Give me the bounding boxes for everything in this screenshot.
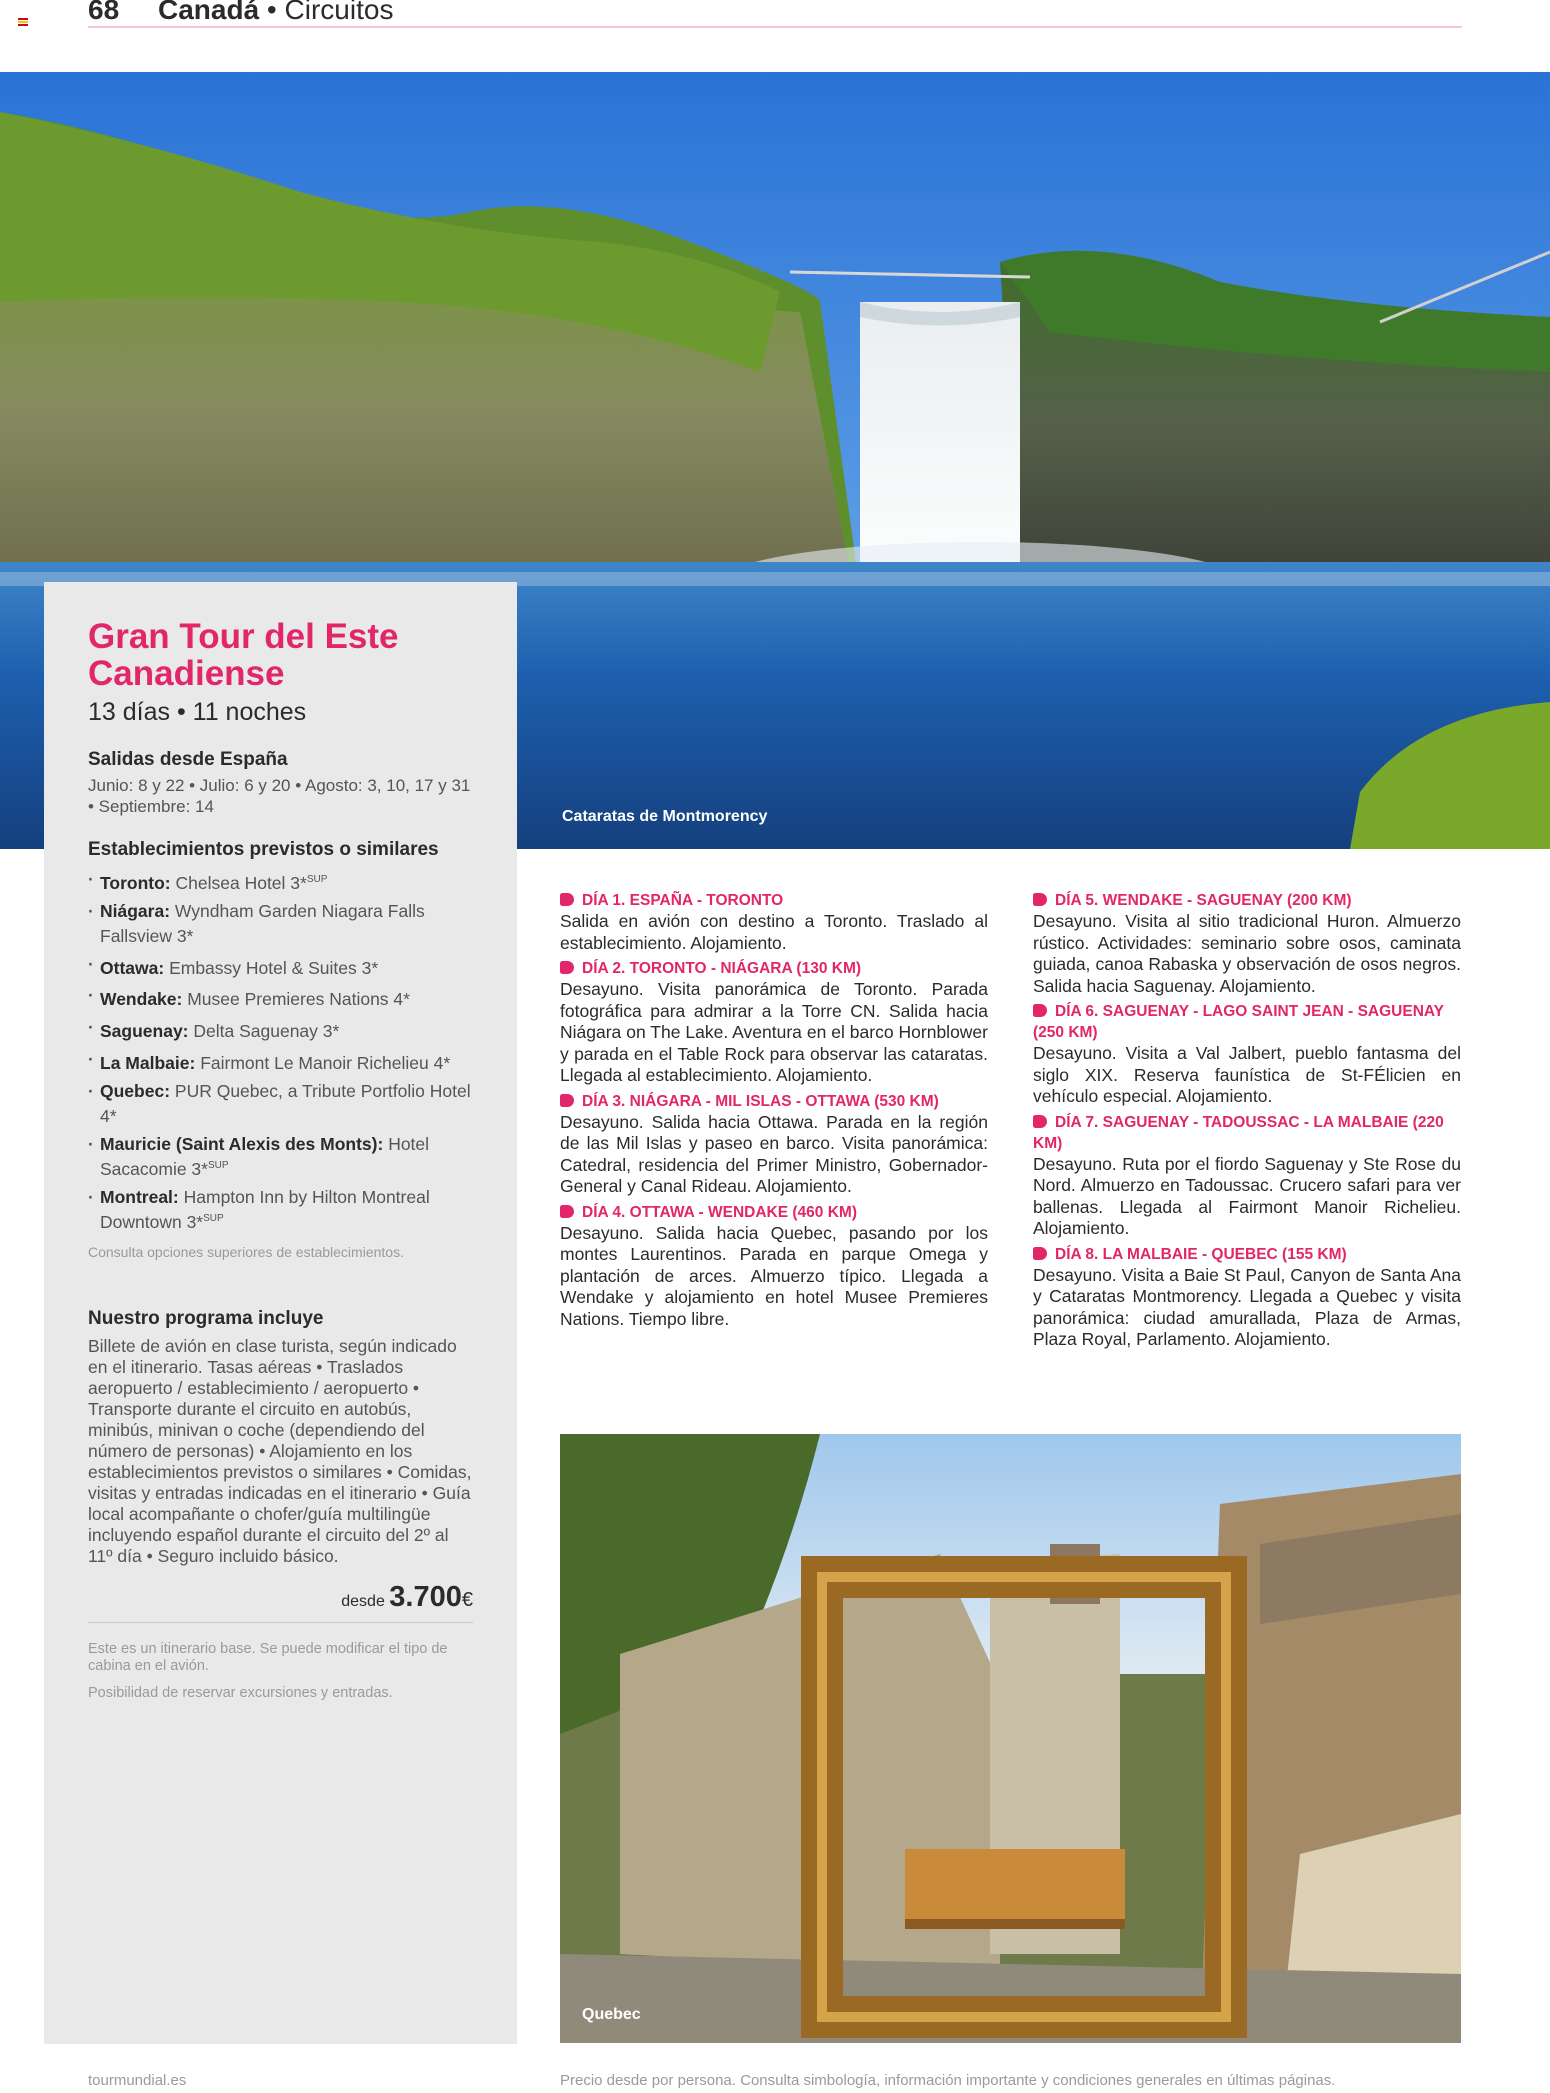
hotel-name: Delta Saguenay 3* [193, 1021, 340, 1042]
day-marker-icon [1033, 893, 1047, 906]
itinerary-note: Este es un itinerario base. Se puede modificar el tipo de cabina en el avión. [88, 1641, 448, 1675]
hotel-city: Montreal: [100, 1186, 179, 1207]
header-section: Circuitos [284, 0, 394, 25]
price-prefix: desde [341, 1593, 385, 1611]
day-heading: DÍA 4. OTTAWA - WENDAKE (460 KM) [560, 1202, 988, 1223]
day-heading: DÍA 7. SAGUENAY - TADOUSSAC - LA MALBAIE (220 KM) [1033, 1113, 1444, 1152]
footer-disclaimer: Precio desde por persona. Consulta simbología, información importante y condiciones generales en últimas páginas. [560, 2072, 1336, 2089]
day-text: Desayuno. Ruta por el fiordo Saguenay y Ste Rose du Nord. Almuerzo en Tadoussac. Crucero safari para ver ballenas. Llegada al Fairmont Manoir Richelieu. Alojamiento. [1033, 1153, 1461, 1238]
hotel-list [88, 869, 473, 1232]
day-marker-icon [560, 893, 574, 906]
hotel-item [88, 1049, 473, 1074]
price-amount: 3.700 [389, 1581, 462, 1614]
tour-title: Gran Tour del Este Canadiense [88, 617, 399, 693]
hotel-city: Quebec: [100, 1080, 171, 1101]
day-heading: DÍA 8. LA MALBAIE - QUEBEC (155 KM) [1033, 1244, 1461, 1265]
hotel-item [88, 1081, 473, 1127]
day-text: Desayuno. Salida hacia Quebec, pasando por los montes Laurentinos. Parada en parque Omega y plantación de arces. Almuerzo típico. Llegada a Wendake y alojamiento en hotel Musee Premieres Nations. Tiempo libre. [560, 1222, 988, 1329]
hotels-note: Consulta opciones superiores de establecimientos. [88, 1244, 404, 1261]
hotel-item [88, 1134, 473, 1180]
day-text: Desayuno. Visita al sitio tradicional Huron. Almuerzo rústico. Actividades: seminario sobre osos, caminata guiada, canoa Rabaska y observación de osos negros. Salida hacia Saguenay. Alojamiento. [1033, 911, 1461, 996]
hotel-city: Toronto: [100, 872, 171, 893]
hotel-name: PUR Quebec, a Tribute Portfolio Hotel 4* [100, 1080, 471, 1126]
day-heading: DÍA 3. NIÁGARA - MIL ISLAS - OTTAWA (530 KM) [560, 1091, 988, 1112]
day-heading: DÍA 2. TORONTO - NIÁGARA (130 KM) [560, 958, 988, 979]
departure-dates: Junio: 8 y 22 • Julio: 6 y 20 • Agosto: 3, 10, 17 y 31 • Septiembre: 14 [88, 776, 471, 816]
hotel-city: La Malbaie: [100, 1052, 196, 1073]
hotel-city: Niágara: [100, 900, 171, 921]
hotel-city: Mauricie (Saint Alexis des Monts): [100, 1133, 384, 1154]
header-country: Canadá [158, 0, 260, 25]
departures-heading: Salidas desde España [88, 749, 288, 770]
excursions-note: Posibilidad de reservar excursiones y entradas. [88, 1685, 393, 1702]
price-currency: € [461, 1589, 473, 1612]
day-text: Salida en avión con destino a Toronto. Traslado al establecimiento. Alojamiento. [560, 911, 988, 953]
day-text: Desayuno. Visita a Val Jalbert, pueblo fantasma del siglo XIX. Reserva faunística de St-FÉlicien en vehículo especial. Alojamiento. [1033, 1043, 1461, 1106]
day-marker-icon [560, 1205, 574, 1218]
day-text: Desayuno. Salida hacia Ottawa. Parada en la región de las Mil Islas y paseo en barco. Visita panorámica: Catedral, residencia del Primer Ministro, Gobernador-General y Canal Rideau. Alojamiento. [560, 1111, 988, 1196]
hotel-name: Hotel Sacacomie 3* [100, 1133, 430, 1179]
hotel-sup: SUP [207, 1159, 229, 1171]
header-separator: • [259, 0, 285, 25]
tour-duration: 13 días • 11 noches [88, 698, 307, 726]
hotel-sup: SUP [306, 874, 328, 885]
day-marker-icon [560, 1094, 574, 1107]
includes-text: Billete de avión en clase turista, según indicado en el itinerario. Tasas aéreas • Traslados aeropuerto / establecimiento / aeropuerto • Transporte durante el circuito en autobús, minibús, minivan o coche (dependiendo del número de personas) • Alojamiento en los establecimientos previstos o similares • Comidas, visitas y entradas indicadas en el itinerario • Guía local acompañante o chofer/guía multilingüe incluyendo español durante el circuito del 2º al 11º día • Seguro incluido básico. [88, 1336, 472, 1567]
itinerary-column-2 [1033, 890, 1461, 1355]
tour-info-panel [44, 582, 517, 2044]
page-number: 68 [88, 0, 120, 25]
hero-caption: Cataratas de Montmorency [562, 808, 768, 825]
day-heading: DÍA 5. WENDAKE - SAGUENAY (200 KM) [1033, 890, 1461, 911]
day-marker-icon [560, 961, 574, 974]
hotel-item [88, 954, 473, 979]
spain-flag-icon [18, 18, 28, 26]
day-heading: DÍA 6. SAGUENAY - LAGO SAINT JEAN - SAGUENAY (250 KM) [1033, 1003, 1444, 1041]
hotel-city: Wendake: [100, 989, 183, 1010]
day-marker-icon [1033, 1247, 1047, 1260]
includes-heading: Nuestro programa incluye [88, 1308, 324, 1330]
hotel-item [88, 869, 473, 894]
footer-website: tourmundial.es [88, 2072, 187, 2089]
hotel-name: Fairmont Le Manoir Richelieu 4* [200, 1052, 451, 1073]
quebec-photo [560, 1434, 1461, 2043]
hotel-item [88, 985, 473, 1010]
hotel-sup: SUP [203, 1212, 224, 1224]
hotel-city: Saguenay: [100, 1021, 189, 1042]
price-block [88, 1581, 473, 1623]
hotel-name: Wyndham Garden Niagara Falls Fallsview 3* [100, 900, 425, 946]
day-text: Desayuno. Visita panorámica de Toronto. Parada fotográfica para admirar a la Torre CN. Salida hacia Niágara on The Lake. Aventura en el barco Hornblower y parada en el Table Rock para observar las cataratas. Llegada al establecimiento. Alojamiento. [560, 979, 988, 1085]
header-rule [88, 26, 1462, 28]
hotel-item [88, 901, 473, 947]
hotel-name: Embassy Hotel & Suites 3* [169, 957, 379, 978]
day-marker-icon [1033, 1004, 1047, 1017]
day-heading: DÍA 1. ESPAÑA - TORONTO [560, 890, 988, 911]
hotel-city: Ottawa: [100, 957, 165, 978]
hotels-heading: Establecimientos previstos o similares [88, 839, 439, 860]
hotel-name: Chelsea Hotel 3* [175, 872, 307, 893]
page-header [158, 0, 393, 26]
hotel-name: Hampton Inn by Hilton Montreal Downtown 3* [100, 1186, 430, 1232]
hotel-item [88, 1017, 473, 1042]
hotel-item [88, 1187, 473, 1233]
day-text: Desayuno. Visita a Baie St Paul, Canyon de Santa Ana y Cataratas Montmorency. Llegada a Quebec y visita panorámica: ciudad amurallada, Plaza de Armas, Plaza Royal, Parlamento. Alojamiento. [1033, 1264, 1461, 1349]
quebec-caption: Quebec [582, 2006, 641, 2023]
day-marker-icon [1033, 1115, 1047, 1128]
hotel-name: Musee Premieres Nations 4* [187, 989, 410, 1010]
itinerary-column-1 [560, 890, 988, 1334]
